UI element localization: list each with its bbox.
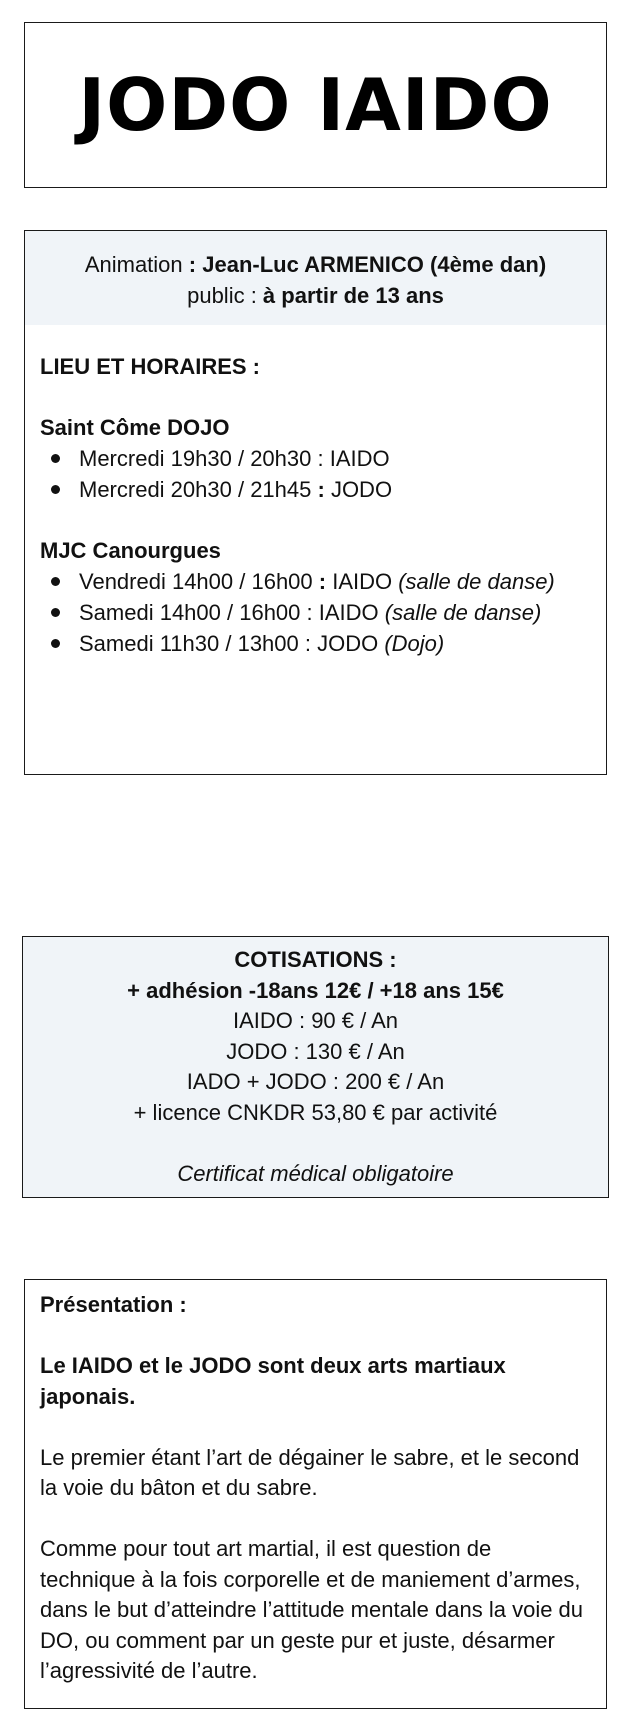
- public-value: à partir de 13 ans: [262, 283, 444, 308]
- list-item: Samedi 14h00 / 16h00 : IAIDO (salle de danse): [40, 597, 592, 628]
- animation-sep: :: [182, 252, 203, 277]
- animation-line: [25, 249, 606, 280]
- animation-label: Animation: [84, 252, 183, 277]
- presentation-heading: Présentation :: [40, 1292, 187, 1317]
- animation-header: [24, 230, 607, 326]
- price-line: IAIDO : 90 € / An: [232, 1008, 399, 1033]
- venue-sessions: [40, 443, 592, 505]
- instructor-name: Jean-Luc ARMENICO (4ème dan): [202, 252, 547, 277]
- cotisations-heading: COTISATIONS :: [234, 947, 397, 972]
- page-title: JODO IAIDO: [78, 63, 553, 147]
- list-item: Vendredi 14h00 / 16h00 : IAIDO (salle de danse): [40, 566, 592, 597]
- cotisations-section: [22, 936, 609, 1198]
- list-item: Samedi 11h30 / 13h00 : JODO (Dojo): [40, 628, 592, 659]
- public-label: public :: [187, 283, 263, 308]
- list-item: Mercredi 19h30 / 20h30 : IAIDO: [40, 443, 592, 474]
- presentation-section: [24, 1279, 607, 1709]
- venue-name: MJC Canourgues: [40, 538, 221, 563]
- venue-sessions: [40, 566, 592, 659]
- price-line: JODO : 130 € / An: [226, 1038, 405, 1064]
- schedule-heading: LIEU ET HORAIRES :: [40, 354, 261, 379]
- venue-name: Saint Côme DOJO: [40, 415, 230, 440]
- price-line: + licence CNKDR 53,80 € par activité: [133, 1099, 498, 1125]
- adhesion-line: + adhésion -18ans 12€ / +18 ans 15€: [127, 977, 504, 1003]
- list-item: Mercredi 20h30 / 21h45 : JODO: [40, 474, 592, 505]
- presentation-paragraph: Comme pour tout art martial, il est question de technique à la fois corporelle et de maniement d’armes, dans le but d’atteindre l’attitude mentale dans la voie du DO, ou comment par un geste pur et juste, désarmer l’agressivité de l’autre.: [40, 1536, 584, 1683]
- presentation-lead: Le IAIDO et le JODO sont deux arts martiaux japonais.: [40, 1353, 506, 1409]
- title-box: [24, 22, 607, 188]
- certificate-note: Certificat médical obligatoire: [177, 1160, 454, 1186]
- price-line: IADO + JODO : 200 € / An: [186, 1069, 445, 1094]
- schedule-section: [24, 325, 607, 775]
- presentation-paragraph: Le premier étant l’art de dégainer le sabre, et le second la voie du bâton et du sabre.: [40, 1444, 580, 1500]
- public-line: [25, 280, 606, 311]
